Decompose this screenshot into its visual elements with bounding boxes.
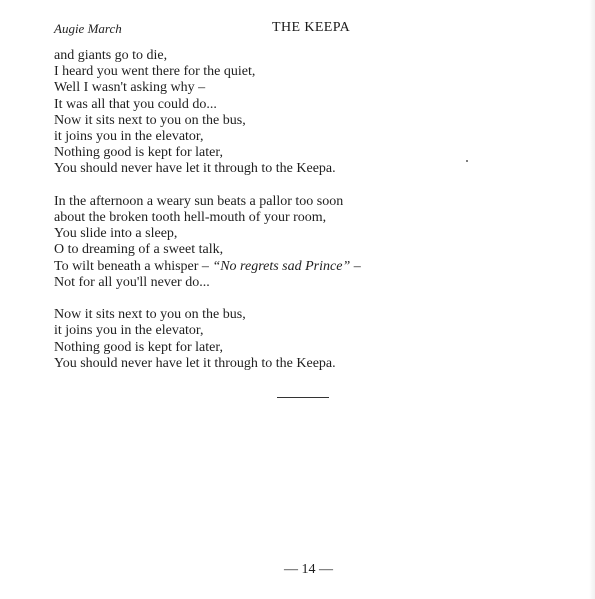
poem-line: In the afternoon a weary sun beats a pallor too soon xyxy=(54,193,344,209)
poem-line: You should never have let it through to the Keepa. xyxy=(54,161,336,177)
stanza-1 xyxy=(54,48,474,178)
poem-line: Nothing good is kept for later, xyxy=(54,145,223,161)
end-of-poem-rule xyxy=(277,397,329,398)
poem-line xyxy=(54,259,474,275)
stanza-3 xyxy=(54,307,474,372)
poem-line: You slide into a sleep, xyxy=(54,226,178,242)
poem-body xyxy=(54,48,474,372)
scan-speck xyxy=(466,160,468,162)
poem-line: about the broken tooth hell-mouth of your room, xyxy=(54,209,327,225)
page-edge-shadow xyxy=(589,0,595,599)
poem-line: Now it sits next to you on the bus, xyxy=(54,112,246,128)
page-number-text: — 14 — xyxy=(284,562,333,577)
poem-line-text: To wilt beneath a whisper – xyxy=(54,258,213,274)
page-number xyxy=(0,562,595,578)
poem-line: I heard you went there for the quiet, xyxy=(54,64,256,80)
stanza-break xyxy=(54,291,474,307)
poem-line-text: – xyxy=(350,258,361,274)
poem-line: it joins you in the elevator, xyxy=(54,128,204,144)
poem-line: Nothing good is kept for later, xyxy=(54,339,223,355)
poem-line: and giants go to die, xyxy=(54,48,168,63)
poem-line: Not for all you'll never do... xyxy=(54,274,210,290)
running-header-author: Augie March xyxy=(54,21,122,36)
running-header-title: THE KEEPA xyxy=(272,20,351,35)
poem-line: It was all that you could do... xyxy=(54,96,217,112)
stanza-break xyxy=(54,178,474,194)
poem-line: You should never have let it through to the Keepa. xyxy=(54,355,336,371)
poem-line: it joins you in the elevator, xyxy=(54,323,204,339)
poem-line: O to dreaming of a sweet talk, xyxy=(54,242,224,258)
poem-line: Now it sits next to you on the bus, xyxy=(54,307,246,323)
italic-quote: “No regrets sad Prince” xyxy=(212,258,351,274)
poem-line: Well I wasn't asking why – xyxy=(54,80,206,96)
stanza-2 xyxy=(54,194,474,291)
